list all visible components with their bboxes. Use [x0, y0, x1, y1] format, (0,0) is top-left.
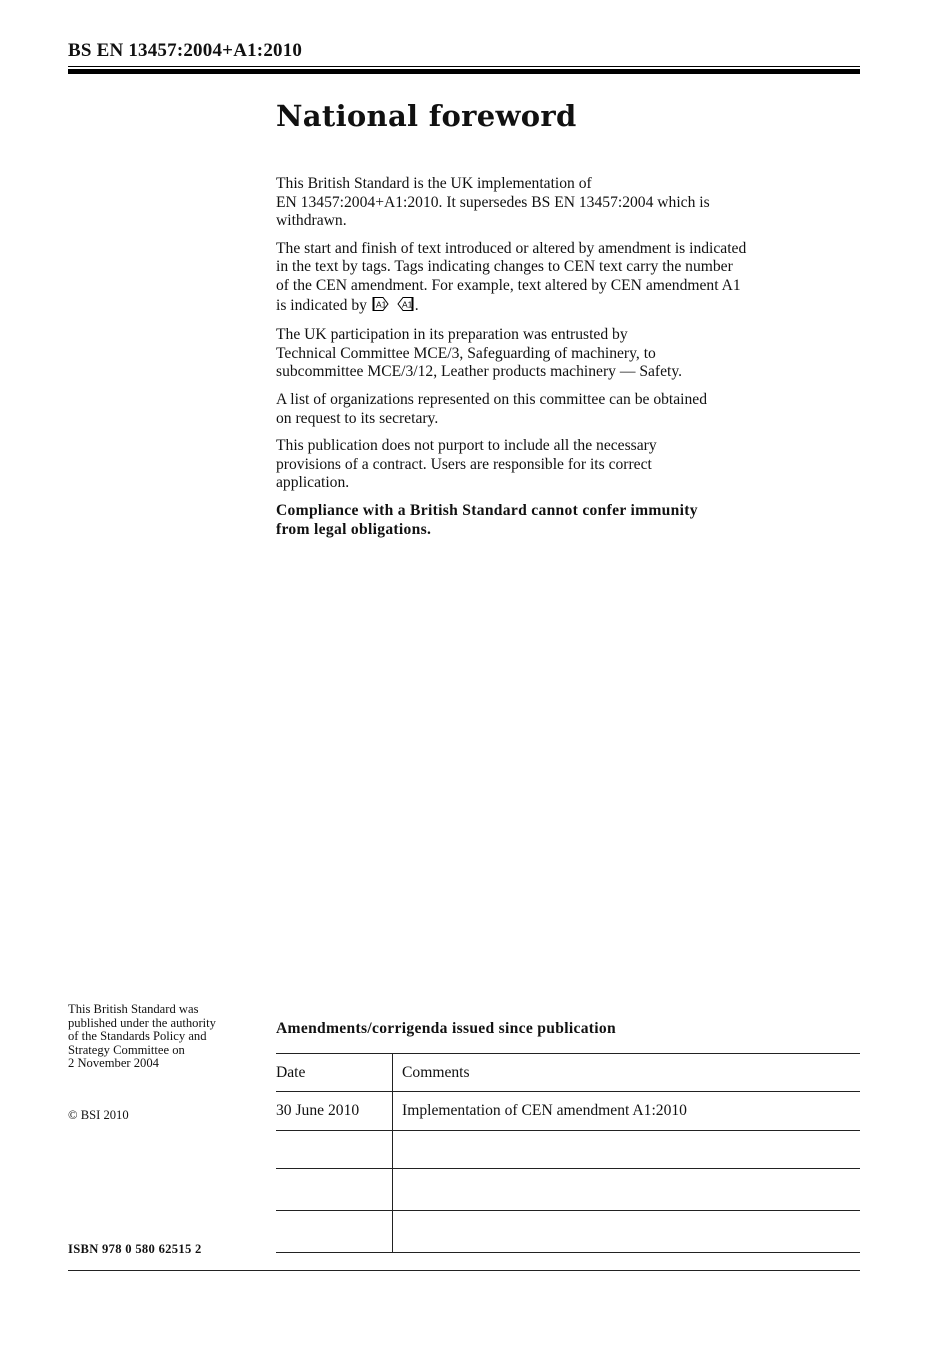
amendments-heading: Amendments/corrigenda issued since publication: [276, 1020, 616, 1037]
amendment-end-tag-icon: [396, 296, 414, 318]
end-tag-label: A1: [401, 299, 413, 310]
table-row: [276, 1131, 860, 1169]
paragraph-implementation: This British Standard is the UK implementation of EN 13457:2004+A1:2010. It supersedes BS EN 13457:2004 which is withdrawn.: [276, 175, 710, 230]
header-rule-thick: [68, 69, 860, 74]
cell-comments: [393, 1131, 861, 1169]
document-id-header: BS EN 13457:2004+A1:2010: [68, 40, 303, 61]
column-header-date: Date: [276, 1054, 393, 1092]
foreword-body: [276, 175, 864, 548]
table-row: [276, 1092, 860, 1131]
header-rule-thin: [68, 66, 860, 67]
start-tag-label: A1: [375, 299, 387, 310]
cell-comments: Implementation of CEN amendment A1:2010: [393, 1092, 861, 1131]
cell-date: [276, 1169, 393, 1211]
publication-note: This British Standard was published under the authority of the Standards Policy and Strategy Committee on 2 November 2004: [68, 1002, 216, 1071]
amendments-table: [276, 1053, 860, 1253]
table-header-row: [276, 1054, 860, 1092]
paragraph-amendment-tags-text: The start and finish of text introduced or altered by amendment is indicated in the text by tags. Tags indicating changes to CEN text carry the number of the CEN amendment. For example, text altered by CEN amendment A1 is indicated by: [276, 239, 747, 314]
table-row: [276, 1169, 860, 1211]
paragraph-compliance: Compliance with a British Standard cannot confer immunity from legal obligations.: [276, 501, 698, 538]
paragraph-contract: This publication does not purport to include all the necessary provisions of a contract. Users are responsible for its correct application.: [276, 437, 657, 492]
cell-comments: [393, 1169, 861, 1211]
paragraph-amendment-tags-end: .: [414, 296, 419, 314]
paragraph-participation: The UK participation in its preparation was entrusted by Technical Committee MCE/3, Safeguarding of machinery, to subcommittee MCE/3/12, Leather products machinery — Safety.: [276, 326, 683, 381]
cell-comments: [393, 1211, 861, 1253]
page-title: National foreword: [276, 99, 577, 133]
cell-date: [276, 1211, 393, 1253]
table-row: [276, 1211, 860, 1253]
copyright-notice: © BSI 2010: [68, 1108, 129, 1122]
isbn: ISBN 978 0 580 62515 2: [68, 1242, 202, 1256]
paragraph-amendment-tags: [276, 240, 864, 317]
footer-rule: [68, 1270, 860, 1271]
column-header-comments: Comments: [393, 1054, 861, 1092]
cell-date: 30 June 2010: [276, 1092, 393, 1131]
paragraph-organizations: A list of organizations represented on this committee can be obtained on request to its secretary.: [276, 390, 708, 427]
amendment-start-tag-icon: [372, 296, 390, 318]
cell-date: [276, 1131, 393, 1169]
